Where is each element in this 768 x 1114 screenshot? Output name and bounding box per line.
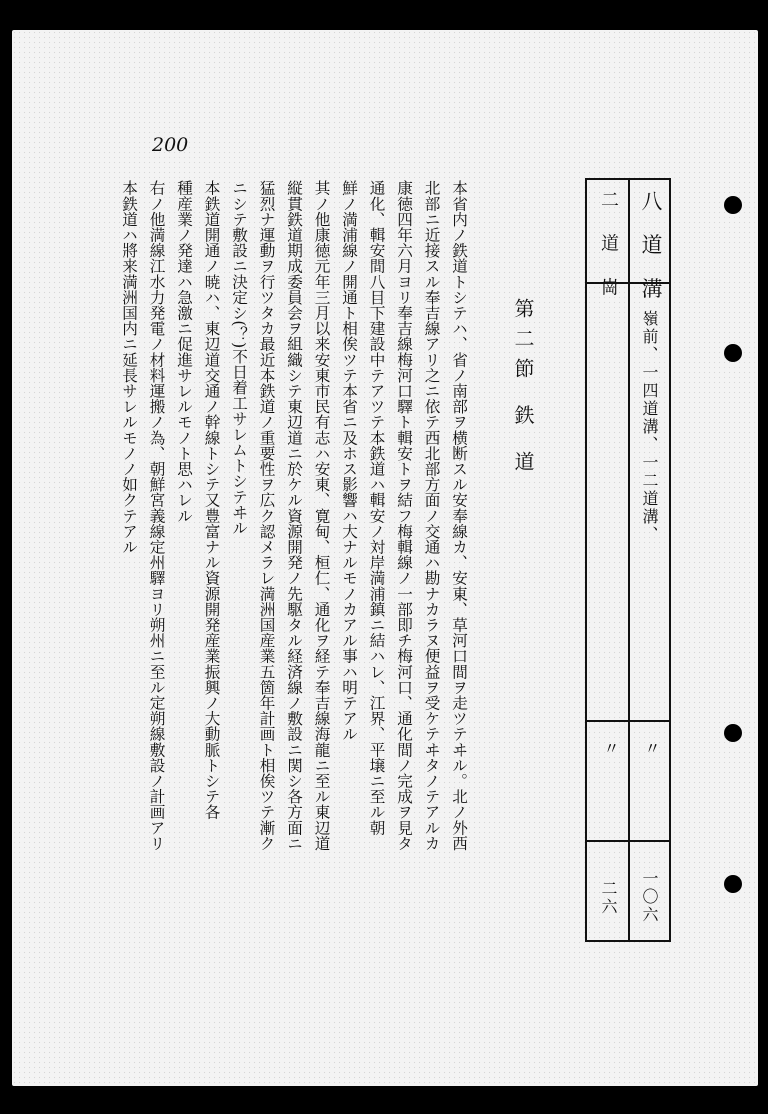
row-1-label: 八 道 溝: [639, 190, 663, 307]
text-line: 北部ニ近接スル奉吉線アリ之ニ依テ西北部方面ノ交通ハ勘ナカラヌ便益ヲ受ケテヰタノテアルカ: [422, 180, 441, 851]
contents-row-2: [587, 180, 630, 940]
text-line: 猛烈ナ運動ヲ行ツタカ最近本鉄道ノ重要性ヲ広ク認メラレ満洲国産業五箇年計画ト相俟ツテ漸ク: [257, 180, 276, 851]
body-text: [118, 180, 470, 980]
document-page: [12, 30, 758, 1086]
page-number: 200: [152, 134, 189, 156]
binder-hole: [724, 875, 742, 893]
binder-hole: [724, 344, 742, 362]
text-line: 通化、輯安間八目下建設中テアツテ本鉄道ハ輯安ノ対岸満浦鎮ニ結ハレ、江界、平壌ニ至ル朝: [367, 180, 386, 836]
text-line: 本鉄道ハ將来満洲国内ニ延長サレルモノノ如クテアル: [120, 180, 138, 555]
text-line: ニシテ敷設ニ決定シ(？)不日着工サレムトシテヰル: [230, 180, 248, 536]
binder-hole: [724, 196, 742, 214]
row-1-ditto: 〃: [642, 740, 661, 758]
text-line: 康徳四年六月ヨリ奉吉線梅河口驛ト輯安トヲ結フ梅輯線ノ一部即チ梅河口、通化間ノ完成ヲ見タ: [395, 180, 413, 851]
text-line: 右ノ他満線江水力発電ノ材料運搬ノ為、朝鮮宮義線定州驛ヨリ朔州ニ至ル定朔線敷設ノ計画アリ: [147, 180, 166, 851]
text-line: 縦貫鉄道期成委員会ヲ組織シテ東辺道ニ於ケル資源開発ノ先駆タル経済線ノ敷設ニ関シ各方面ニ: [285, 180, 303, 851]
text-line: 鮮ノ満浦線ノ開通ト相俟ツテ本省ニ及ホス影響ハ大ナルモノカアル事ハ明テアル: [340, 180, 358, 742]
row-1-detail: 嶺前、一四道溝、一二道溝、: [640, 310, 659, 544]
contents-row-1: [628, 180, 669, 940]
table-divider: [587, 282, 669, 284]
binder-hole: [724, 724, 742, 742]
row-1-page: 一〇六: [640, 870, 659, 924]
text-line: 本省内ノ鉄道トシテハ、省ノ南部ヲ横断スル安奉線カ、安東、草河口間ヲ走ツテヰル。北ノ外西: [450, 180, 468, 851]
text-line: 本鉄道開通ノ暁ハ、東辺道交通ノ幹線トシテ又豊富ナル資源開発産業振興ノ大動脈トシテ各: [202, 180, 221, 820]
contents-table: [585, 178, 671, 942]
row-2-label: 二 道 崗: [598, 190, 619, 306]
table-divider: [587, 720, 669, 722]
text-line: 其ノ他康徳元年三月以来安東市民有志ハ安東、寛甸、桓仁、通化ヲ経テ奉吉線海龍ニ至ル東辺道: [312, 180, 331, 851]
row-2-ditto: 〃: [601, 740, 620, 758]
row-2-page: 二六: [599, 880, 618, 916]
section-title: 第二節 鉄 道: [511, 298, 535, 481]
table-divider: [587, 840, 669, 842]
text-line: 種産業ノ発達ハ急激ニ促進サレルモノト思ハレル: [175, 180, 193, 524]
